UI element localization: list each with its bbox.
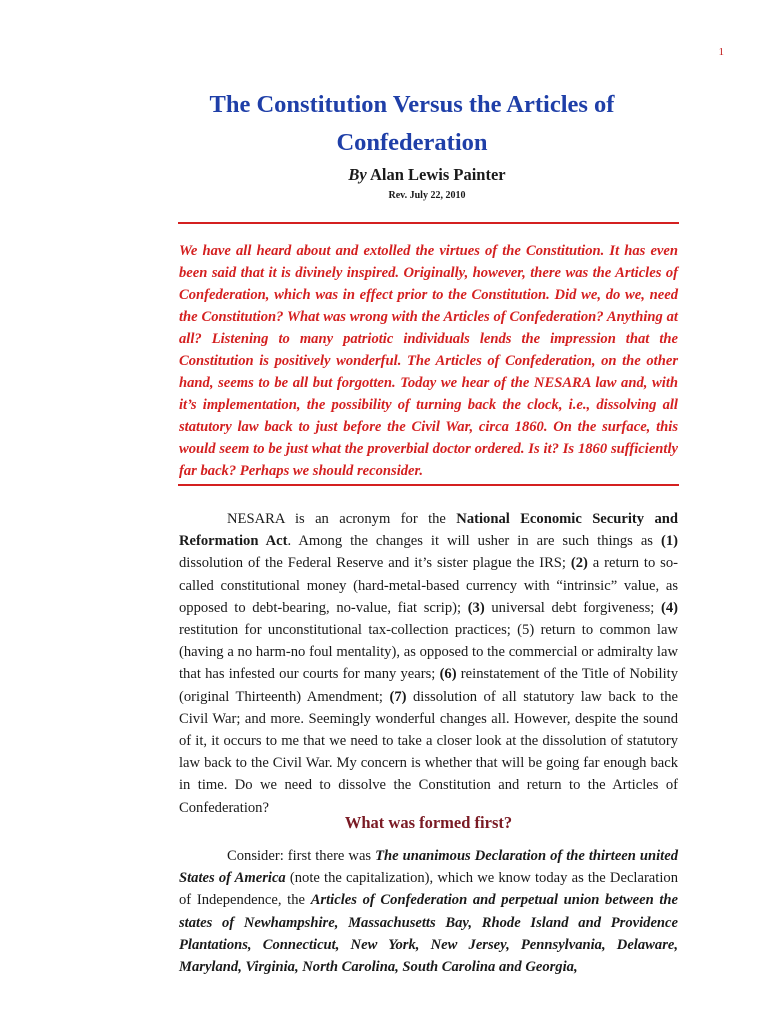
body-paragraph-1 [179, 508, 678, 819]
bottom-divider [178, 484, 679, 486]
document-title: The Constitution Versus the Articles of Confederation [209, 91, 615, 156]
declaration-title: The unanimous Declaration of the thirteen united States of America [179, 848, 678, 887]
byline-prefix: By [348, 165, 367, 184]
top-divider [178, 222, 679, 224]
item-number-4: (4) [660, 599, 679, 616]
articles-title: Articles of Confederation and perpetual union between the states of Newhampshire, Massachusetts Bay, Rhode Island and Providence Plantations, Connecticut, New York, New Jersey, Pennsylvania, Delaware, Maryland, Virginia, North Carolina, South Carolina and Georgia, [179, 892, 679, 976]
byline [180, 165, 674, 185]
act-name: National Economic Security and Reformation Act [179, 511, 678, 550]
p1-after-act: . Among the changes it will usher in are such things as [287, 533, 661, 550]
item-number-3: (3) [467, 599, 485, 616]
item-text-3: universal debt forgiveness; [484, 599, 661, 616]
item-text-7: dissolution of all statutory law back to the Civil War; and more. Seemingly wonderful changes all. However, despite the sound of it, it occurs to me that we need to take a closer look at the dissolution of statutory law back to the Civil War. My concern is whether that will be going far enough back in time. Do we need to dissolve the Constitution and return to the Articles of Confederation? [179, 688, 678, 816]
abstract: We have all heard about and extolled the virtues of the Constitution. It has even been said that it is divinely inspired. Originally, however, there was the Articles of Confederation, which was in effect prior to the Constitution. Did we, do we, need the Constitution? What was wrong with the Articles of Confederation? Anything at all? Listening to many patriotic individuals lends the impression that the Constitution is positively wonderful. The Articles of Confederation, on the other hand, seems to be all but forgotten. Today we hear of the NESARA law and, with it’s implementation, the possibility of turning back the clock, i.e., dissolving all statutory law back to just before the Civil War, circa 1860. On the surface, this would seem to be just what the proverbial doctor ordered. Is it? Is 1860 sufficiently far back? Perhaps we should reconsider. [179, 243, 678, 479]
item-number-2: (2) [570, 555, 588, 572]
page-number: 1 [718, 46, 724, 58]
p1-intro: NESARA is an acronym for the [227, 511, 457, 527]
byline-author: Alan Lewis Painter [369, 165, 506, 184]
item-text-2: a return to so-called constitutional money (hard-metal-based currency with “intrinsic” value, as opposed to debt-bearing, no-value, fiat scrip); [179, 555, 678, 616]
body-paragraph-2 [179, 845, 678, 978]
section-heading: What was formed first? [344, 813, 513, 832]
item-number-7: (7) [389, 688, 407, 705]
item-text-6: reinstatement of the Title of Nobility (original Thirteenth) Amendment; [179, 666, 678, 705]
p2-intro: Consider: first there was [227, 848, 376, 864]
item-number-6: (6) [439, 666, 457, 683]
item-text-1: dissolution of the Federal Reserve and it’s sister plague the IRS; [179, 555, 571, 572]
p2-middle: (note the capitalization), which we know today as the Declaration of Independence, the [179, 870, 678, 909]
revision-date: Rev. July 22, 2010 [388, 190, 466, 201]
item-number-1: (1) [660, 533, 678, 550]
item-text-4: restitution for unconstitutional tax-collection practices; (5) return to common law (having a no harm-no foul mentality), as opposed to the commercial or admiralty law that has infested our courts for many years; [179, 622, 678, 683]
